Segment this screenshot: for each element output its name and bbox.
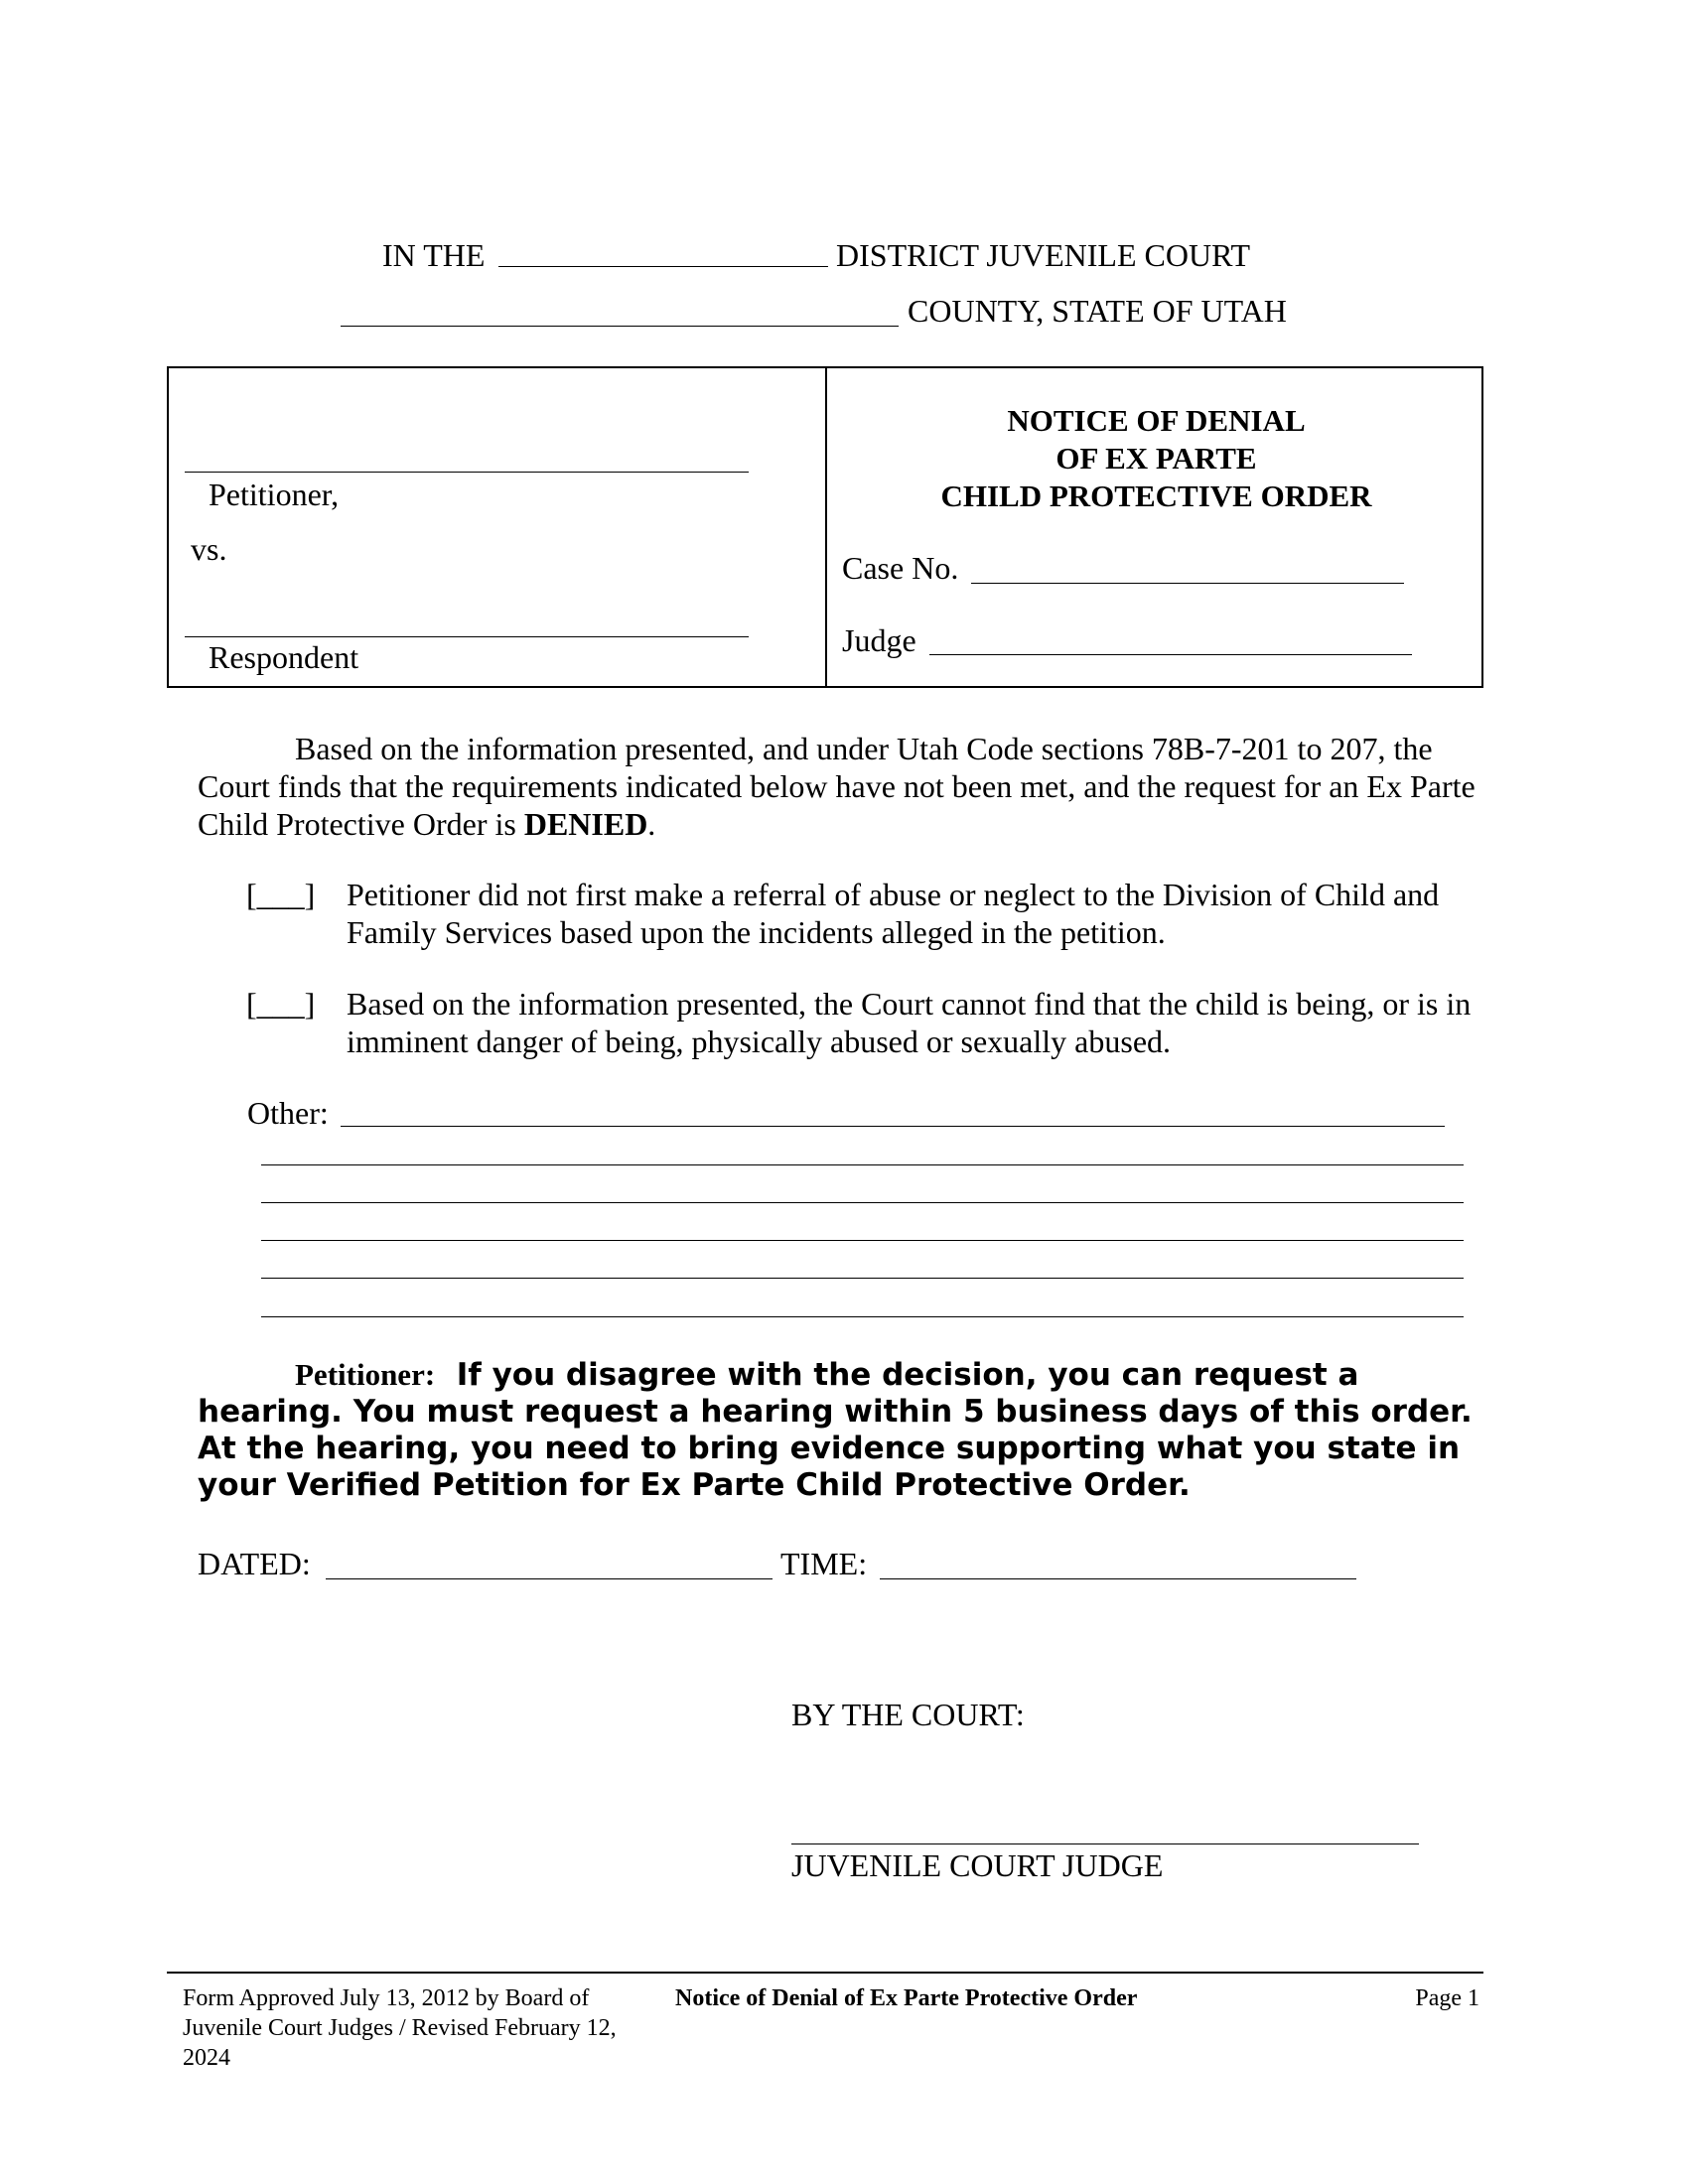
case-no-label: Case No. — [842, 550, 959, 586]
court-header-line2-suffix: COUNTY, STATE OF UTAH — [908, 293, 1287, 329]
footer-form-title: Notice of Denial of Ex Parte Protective Order — [675, 1985, 1138, 2011]
other-line-2[interactable] — [261, 1164, 1464, 1165]
dated-label: DATED: — [198, 1546, 311, 1581]
footer-page-number: Page 1 — [1415, 1985, 1479, 2011]
petitioner-label: Petitioner, — [209, 477, 340, 512]
warning-text: If you disagree with the decision, you can request a hearing. You must request a hearing within 5 business days of this order. At the hearing, you need to bring evidence supporting what you state in your Verified Petition for Ex Parte Child Protective Order. — [198, 1357, 1473, 1503]
court-header-line1-suffix: DISTRICT JUVENILE COURT — [836, 237, 1251, 273]
respondent-name-line[interactable] — [185, 636, 749, 637]
warning-lead: Petitioner: — [295, 1357, 436, 1392]
denied-word: DENIED — [523, 806, 648, 842]
document-title — [827, 402, 1485, 515]
juvenile-court-judge-label: JUVENILE COURT JUDGE — [791, 1847, 1164, 1883]
judge-field[interactable] — [929, 654, 1412, 655]
court-header-line1-prefix: IN THE — [382, 237, 486, 273]
dated-field[interactable] — [326, 1578, 773, 1579]
footer-rule — [167, 1972, 1483, 1974]
district-blank-line[interactable] — [498, 266, 828, 267]
other-line-4[interactable] — [261, 1240, 1464, 1241]
findings-period: . — [647, 806, 656, 842]
other-line-3[interactable] — [261, 1202, 1464, 1203]
no-referral-text: Petitioner did not first make a referral of abuse or neglect to the Division of Child and Family Services based upon the incidents alleged in the petition. — [347, 877, 1440, 950]
no-referral-checkbox[interactable]: [___] — [246, 877, 316, 912]
petitioner-name-line[interactable] — [185, 472, 749, 473]
respondent-label: Respondent — [209, 639, 359, 675]
by-the-court-label: BY THE COURT: — [791, 1697, 1025, 1732]
title-line-1: NOTICE OF DENIAL — [1007, 403, 1306, 438]
time-label: TIME: — [780, 1546, 868, 1581]
title-line-3: CHILD PROTECTIVE ORDER — [940, 478, 1372, 513]
time-field[interactable] — [880, 1578, 1356, 1579]
no-danger-checkbox[interactable]: [___] — [246, 986, 316, 1022]
findings-paragraph — [198, 730, 1488, 843]
other-line-5[interactable] — [261, 1278, 1464, 1279]
findings-text: Based on the information presented, and under Utah Code sections 78B-7-201 to 207, the Court finds that the requirements indicated below have not been met, and the request for an Ex Parte Child Protective Order is — [198, 731, 1476, 842]
no-danger-text: Based on the information presented, the Court cannot find that the child is being, or is in imminent danger of being, physically abused or sexually abused. — [347, 986, 1472, 1059]
petitioner-warning — [198, 1356, 1508, 1504]
judge-signature-line[interactable] — [791, 1843, 1419, 1844]
title-line-2: OF EX PARTE — [1055, 441, 1257, 476]
county-blank-line[interactable] — [341, 326, 899, 327]
footer-form-approval: Form Approved July 13, 2012 by Board of Juvenile Court Judges / Revised February 12, 2024 — [183, 1985, 617, 2071]
other-label: Other: — [247, 1095, 329, 1131]
judge-label: Judge — [842, 622, 916, 658]
vs-label: vs. — [191, 531, 227, 567]
case-no-field[interactable] — [971, 583, 1404, 584]
other-line-6[interactable] — [261, 1316, 1464, 1317]
other-line-1[interactable] — [341, 1126, 1445, 1127]
case-caption-box — [167, 366, 1483, 688]
